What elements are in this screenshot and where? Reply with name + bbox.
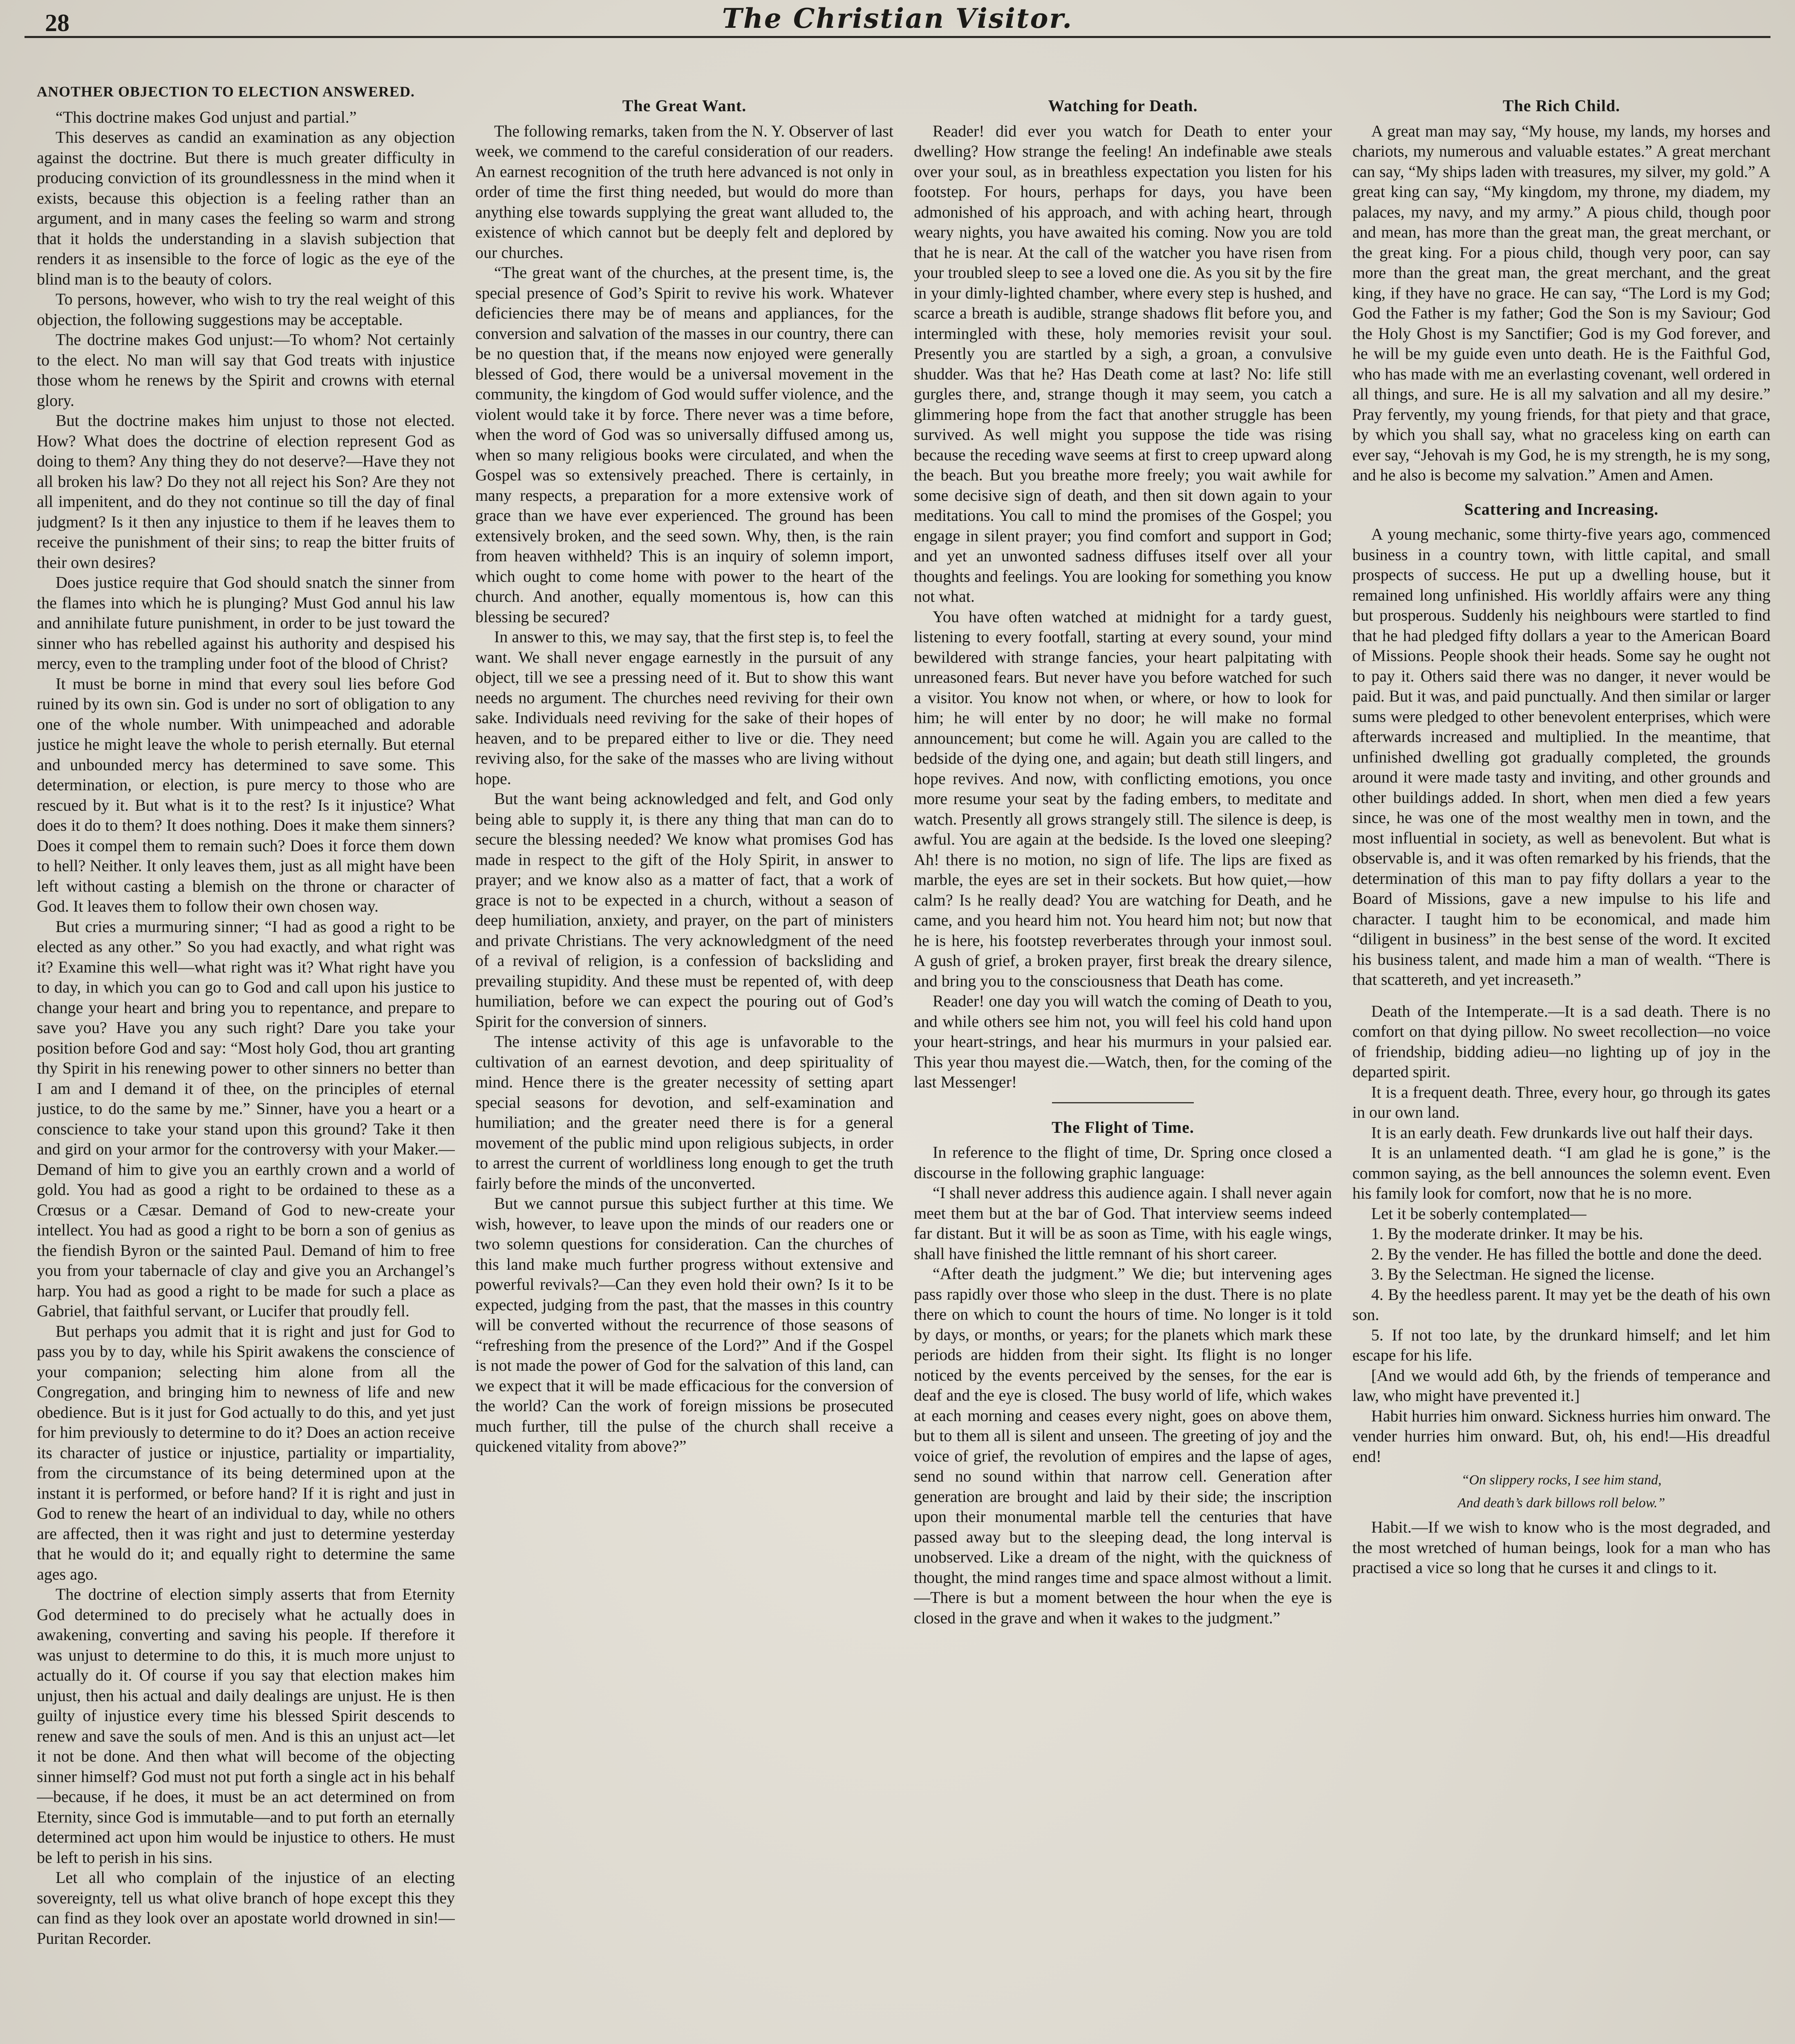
paragraph: It is an early death. Few drunkards live out half their days. [1371,1123,1753,1142]
article-great-want [475,96,893,1457]
paragraph: “This doctrine makes God unjust and partial.” [56,108,357,126]
column-4 [1352,82,1770,2044]
headline-election: ANOTHER OBJECTION TO ELECTION ANSWERED. [37,83,415,100]
paragraph: “I shall never address this audience again. I shall never again meet them but at the bar of God. That interview seems indeed far distant. But it will be as soon as Time, with his eagle wings, shall have finished the little remnant of his short career. [914,1183,1332,1263]
article-flight-of-time [914,1117,1332,1628]
article-watching-for-death [914,96,1332,1092]
page-number: 28 [45,9,69,36]
paragraph: Death of the Intemperate.—It is a sad death. There is no comfort on that dying pillow. No sweet recollection—no voice of friendship, bidding adieu—no lighting up of joy in the departed spirit. [1352,1002,1770,1081]
paragraph: To persons, however, who wish to try the real weight of this objection, the following suggestions may be acceptable. [37,290,455,329]
masthead [29,2,1766,36]
paragraph: But perhaps you admit that it is right and just for God to pass you by to day, while his Spirit awakens the conscience of your companion; selecting him alone from all the Congregation, and bringing him to newness of life and new obedience. But is it just for God actually to do this, and yet just for him previously to determine to do it? Does an action receive its character of justice or injustice, partiality or impartiality, from the circumstance of its being determined upon at the instant it is performed, or before hand? If it is right and just in God to renew the heart of an individual to day, while no others are affected, then it was right and just to determine yesterday that he would do it; and equally right to determine the same ages ago. [37,1322,455,1583]
article-scattering [1352,499,1770,990]
list-item: 4. By the heedless parent. It may yet be the death of his own son. [1352,1285,1770,1324]
masthead-rule [25,36,1770,38]
paragraph: Habit hurries him onward. Sickness hurries him onward. The vender hurries him onward. But, oh, his end!—His dreadful end! [1352,1406,1770,1466]
paragraph: It must be borne in mind that every soul lies before God ruined by its own sin. God is under no sort of obligation to any one of the whole number. With unimpeached and adorable justice he might leave the whole to perish eternally. But eternal and unbounded mercy has determined to save some. This determination, or election, is pure mercy to those who are rescued by it. But what is it to the rest? Is it injustice? What does it do to them? It does nothing. Does it make them sinners? Does it compel them to remain such? Does it force them down to hell? Neither. It only leaves them, just as all might have been left without casting a blemish on the throne or character of God. It leaves them to follow their own chosen way. [37,674,455,915]
paragraph: In reference to the flight of time, Dr. Spring once closed a discourse in the following graphic language: [914,1143,1332,1182]
section-divider [1052,1102,1194,1103]
paragraph: A great man may say, “My house, my lands, my horses and chariots, my numerous and valuable estates.” A great merchant can say, “My ships laden with treasures, my silver, my gold.” A great king can say, “My kingdom, my throne, my diadem, my palaces, my navy, and my army.” A pious child, though poor and mean, has more than the great man, the great merchant, or the great king. For a pious child, though very poor, can say more than the great man, the great merchant, and the great king, if they have no grace. He can say, “The Lord is my God; God the Father is my father; God the Son is my Saviour; God the Holy Ghost is my Sanctifier; God is my God forever, and he will be my guide even unto death. He is the Faithful God, who has made with me an everlasting covenant, well ordered in all things, and sure. He is all my salvation and all my desire.” Pray fervently, my young friends, for that piety and that grace, by which you shall say, what no graceless king on earth can ever say, “Jehovah is my God, he is my strength, he is my song, and he also is become my salvation.” Amen and Amen. [1352,121,1770,484]
paragraph: This deserves as candid an examination as any objection against the doctrine. But there is much greater difficulty in producing conviction of its groundlessness in the mind when it exists, because this objection is a feeling rather than an argument, and in many cases the feeling so warm and strong that it holds the understanding in a slavish subjection that renders it as insensible to the force of logic as the eye of the blind man is to the beauty of colors. [37,128,455,288]
article-election [37,82,455,1948]
paragraph: The intense activity of this age is unfavorable to the cultivation of an earnest devotion, and deep spirituality of mind. Hence there is the greater necessity of setting apart special seasons for devotion, and self-examination and humiliation; and the greater need there is for a general movement of the public mind upon religious subjects, in order to arrest the current of worldliness long enough to get the truth fairly before the minds of the unconverted. [475,1032,893,1192]
paper-title: The Christian Visitor. [722,2,1073,34]
list-item: 5. If not too late, by the drunkard himself; and let him escape for his life. [1352,1325,1770,1364]
column-1 [37,82,455,2044]
paragraph: [And we would add 6th, by the friends of temperance and law, who might have prevented it.] [1352,1366,1770,1405]
paragraph: The doctrine of election simply asserts that from Eternity God determined to do precisely what he actually does in awakening, converting and saving his people. If therefore it was unjust to determine to do this, it is much more unjust to actually do it. Of course if you say that election makes him unjust, then his actual and daily dealings are unjust. He is then guilty of injustice every time his blessed Spirit descends to renew and save the souls of men. And is this an unjust act—let it not be done. And then what will become of the objecting sinner himself? God must not put forth a single act in his behalf—because, if he does, it must be an act determined on from Eternity, since God is immutable—and to put forth an eternally determined act upon him would be injustice to others. He must be left to perish in his sins. [37,1585,455,1867]
quote-line: “On slippery rocks, I see him stand, [1461,1472,1662,1488]
paragraph: Let it be soberly contemplated— [1371,1204,1587,1223]
paragraph: Does justice require that God should snatch the sinner from the flames into which he is plunging? Must God annul his law and annihilate future punishment, in order to be just toward the sinner who has rebelled against his authority and despised his mercy, even to the trampling under foot of the blood of Christ? [37,573,455,672]
paragraph: Let all who complain of the injustice of an electing sovereignty, tell us what olive branch of hope except this they can find as they look over an apostate world drowned in sin!—Puritan Recorder. [37,1868,455,1948]
headline-watching-for-death: Watching for Death. [1048,96,1198,115]
column-2 [475,82,893,2044]
paragraph: But we cannot pursue this subject further at this time. We wish, however, to leave upon the minds of our readers one or two solemn questions for consideration. Can the churches of this land make much further progress without extensive and powerful revivals?—Can they even hold their own? Is it to be expected, judging from the past, that the masses in this country will be converted without the recurrence of those seasons of “refreshing from the presence of the Lord?” And if the Gospel is not made the power of God for the salvation of this land, can we expect that it will be made efficacious for the conversion of the world? Can the work of foreign missions be prosecuted much further, till the pulse of the church shall receive a quickened vitality from above?” [475,1194,893,1455]
article-intemperate [1352,1001,1770,1513]
quote-line: And death’s dark billows roll below.” [1457,1495,1665,1511]
columns [37,82,1770,2044]
headline-great-want: The Great Want. [622,96,747,115]
paragraph: Reader! did ever you watch for Death to enter your dwelling? How strange the feeling! An indefinable awe steals over your soul, as in breathless expectation you listen for his footstep. For hours, perhaps for days, you have been admonished of his approach, and with aching heart, through weary nights, you have awaited his coming. Now you are told that he is near. At the call of the watcher you have risen from your troubled sleep to see a loved one die. As you sit by the fire in your dimly-lighted chamber, where every step is hushed, and scarce a breath is audible, strange shadows flit before you, and intermingled with these, holy memories revisit your soul. Presently you are startled by a sigh, a groan, a convulsive shudder. Was that he? Has Death come at last? No: life still gurgles there, and, strange though it may seem, you catch a glimmering hope from the fact that another struggle has been survived. As well might you suppose the tide was rising because the receding wave seems at first to creep upward along the beach. But you breathe more freely; you wait awhile for some decisive sign of death, and then sit down again to your meditations. You call to mind the promises of the Gospel; you engage in silent prayer; you find comfort and support in God; and yet an unwonted sadness diffuses itself over all your thoughts and feelings. You are looking for something you know not what. [914,121,1332,605]
list-item: 3. By the Selectman. He signed the license. [1371,1265,1655,1283]
paragraph: “The great want of the churches, at the present time, is, the special presence of God’s Spirit to revive his work. Whatever deficiencies there may be of means and appliances, for the conversion and salvation of the masses in our country, there can be no question that, if the means now enjoyed were generally blessed of God, there would be a universal movement in the community, the kingdom of God would suffer violence, and the violent would take it by force. There never was a time before, when the word of God was so universally diffused among us, when so many religious books were circulated, and when the Gospel was so extensively preached. There is certainly, in many respects, a preparation for a more extensive work of grace than we have ever experienced. The ground has been extensively broken, and the seed sown. Why, then, is the rain from heaven withheld? This is an inquiry of solemn import, which ought to come home with power to the heart of the church. And another, equally momentous is, how can this blessing be secured? [475,263,893,626]
list-item: 1. By the moderate drinker. It may be his. [1371,1224,1643,1243]
paragraph: But the doctrine makes him unjust to those not elected. How? What does the doctrine of election represent God as doing to them? Any thing they do not deserve?—Have they not all broken his law? Do they not all reject his Son? Are they not all impenitent, and do they not continue so till the day of final judgment? Is it then any injustice to them if he leaves them to receive the punishment of their sins; to reap the bitter fruits of their own desires? [37,411,455,572]
list-item: 2. By the vender. He has filled the bottle and done the deed. [1371,1244,1762,1263]
paragraph: Habit.—If we wish to know who is the most degraded, and the most wretched of human beings, look for a man who has practised a vice so long that he curses it and clings to it. [1352,1518,1770,1577]
column-3 [914,82,1332,2044]
paragraph: But the want being acknowledged and felt, and God only being able to supply it, is there any thing that man can do to secure the blessing needed? We know what promises God has made in respect to the gift of the Holy Spirit, in answer to prayer; and we know also as a matter of fact, that a work of grace is not to be expected in a church, without a season of deep humiliation, anxiety, and prayer, on the part of ministers and private Christians. The very acknowledgment of the need of a revival of religion, is a confession of backsliding and prevailing stupidity. And these must be repented of, with deep humiliation, before we can expect the pouring out of God’s Spirit for the conversion of sinners. [475,789,893,1031]
paragraph: A young mechanic, some thirty-five years ago, commenced business in a country town, with little capital, and small prospects of success. He put up a dwelling house, but it remained long unfinished. His worldly affairs were any thing but prosperous. Suddenly his neighbours were startled to find that he had pledged fifty dollars a year to the American Board of Missions. People shook their heads. Some say he ought not to pay it. Others said there was no danger, it never would be paid. But it was, and paid punctually. And then similar or larger sums were pledged to other benevolent enterprises, which were afterwards increased and multiplied. In the meantime, that unfinished dwelling got gradually completed, the grounds around it were made tasty and inviting, and other grounds and other buildings added. In short, when men died a few years since, he was one of the most wealthy men in town, and the most influential in society, as well as benevolent. But what is observable is, and it was often remarked by his friends, that the determination of this man to pay fifty dollars a year to the Board of Missions, gave a new impulse to his life and character. I taught him to be economical, and made him “diligent in business” in the best sense of the word. It excited his business talent, and made him a man of wealth. “There is that scattereth, and yet increaseth.” [1352,525,1770,988]
paragraph: You have often watched at midnight for a tardy guest, listening to every footfall, starting at every sound, your mind bewildered with strange fancies, your heart palpitating with unreasoned fears. But never have you before watched for such a visitor. You know not when, or where, or how to look for him; he will enter by no door; he will make no formal announcement; but come he will. Again you are called to the bedside of the dying one, and again; but death still lingers, and hope revives. And now, with conflicting emotions, you once more resume your seat by the fading embers, to meditate and watch. Presently all grows strangely still. The silence is deep, is awful. You are again at the bedside. Is the loved one sleeping? Ah! there is no motion, no sign of life. The lips are fixed as marble, the eyes are set in their sockets. But how quiet,—how calm? Is he really dead? You are watching for Death, and he came, and you heard him not. You heard him not; but now that he is here, his footstep reverberates through your inmost soul. A gush of grief, a broken prayer, first break the dreary silence, and bring you to the consciousness that Death has come. [914,607,1332,990]
paragraph: It is a frequent death. Three, every hour, go through its gates in our own land. [1352,1083,1770,1121]
headline-rich-child: The Rich Child. [1502,96,1620,115]
paragraph: In answer to this, we may say, that the first step is, to feel the want. We shall never engage earnestly in the pursuit of any object, till we see a pressing need of it. But to show this want needs no argument. The churches need reviving for their own sake. Individuals need reviving for the sake of their hopes of heaven, and to be prepared either to live or die. They need reviving also, for the sake of the masses who are living without hope. [475,628,893,788]
paragraph: It is an unlamented death. “I am glad he is gone,” is the common saying, as the bell announces the solemn event. Even his family look for comfort, now that he is no more. [1352,1143,1770,1202]
article-rich-child [1352,96,1770,485]
article-habit [1352,1517,1770,1578]
paragraph: “After death the judgment.” We die; but intervening ages pass rapidly over those who sleep in the dust. There is no plate there on which to count the hours of time. No longer is it told by days, or months, or years; for the planets which mark these periods are hidden from their sight. Its flight is no longer noticed by the events perceived by the senses, for the ear is deaf and the eye is closed. The busy world of life, which wakes at each morning and ceases every night, goes on above them, but to them all is silent and unseen. The greeting of joy and the voice of grief, the revolution of empires and the lapse of ages, send no sound within that narrow cell. Generation after generation are brought and laid by their side; the inscription upon their monumental marble tell the centuries that have passed away but to the sleeping dead, the long interval is unobserved. Like a dream of the night, with the quickness of thought, the mind ranges time and space almost without a limit.—There is but a moment between the hour when the eye is closed in the grave and when it wakes to the judgment.” [914,1264,1332,1627]
paragraph: But cries a murmuring sinner; “I had as good a right to be elected as any other.” So you had exactly, and what right was it? Examine this well—what right was it? What right have you to day, in which you can go to God and call upon his justice to change your heart and bring you to repentance, and prepare to save you? Have you any such right? Dare you take your position before God and say: “Most holy God, thou art granting thy Spirit in his renewing power to other sinners no better than I am and I demand it of thee, on the principles of eternal justice, to do the same by me.” Sinner, have you a heart or a conscience to take your stand upon this ground? Take it then and gird on your armor for the controversy with your Maker.—Demand of him to give you an earthly crown and a world of gold. You had as good a right to be ordained to these as a Crœsus or a Cæsar. Demand of God to new-create your intellect. You had as good a right to be born a son of genius as the fiendish Byron or the sainted Paul. Demand of him to free you from your tabernacle of clay and give you an Archangel’s harp. You had as good a right to be made for such a place as Gabriel, that faithful servant, or Lucifer that proudly fell. [37,917,455,1320]
paragraph: The doctrine makes God unjust:—To whom? Not certainly to the elect. No man will say that God treats with injustice those whom he renews by the Spirit and crowns with eternal glory. [37,330,455,410]
headline-scattering: Scattering and Increasing. [1464,500,1659,518]
paragraph: The following remarks, taken from the N. Y. Observer of last week, we commend to the careful consideration of our readers. An earnest recognition of the truth here advanced is not only in order of time the first thing needed, but would do more than anything else towards supplying the great want alluded to, the existence of which cannot but be deeply felt and deplored by our churches. [475,121,893,262]
headline-flight-of-time: The Flight of Time. [1052,1118,1194,1136]
paragraph: Reader! one day you will watch the coming of Death to you, and while others see him not, you will feel his cold hand upon your heart-strings, and hear his murmurs in your palsied ear. This year thou mayest die.—Watch, then, for the coming of the last Messenger! [914,992,1332,1091]
